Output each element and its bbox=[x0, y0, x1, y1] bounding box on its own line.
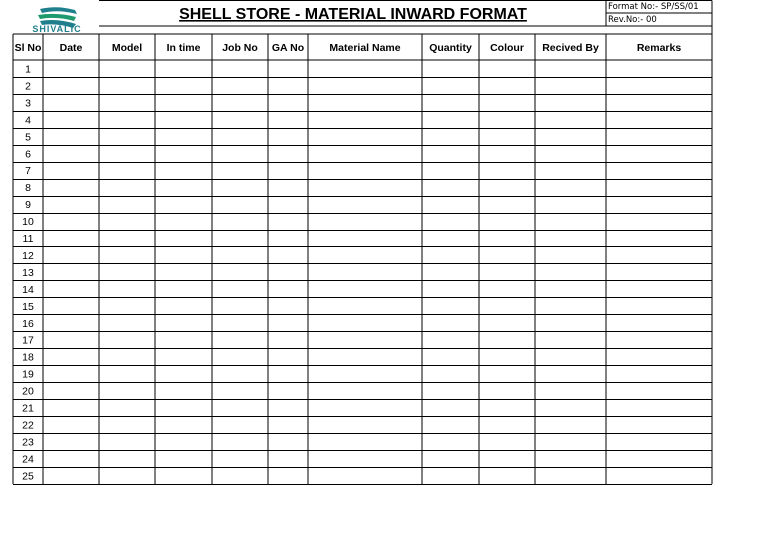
row-serial-number: 9 bbox=[25, 199, 31, 212]
row-serial-number: 23 bbox=[22, 436, 34, 449]
row-serial-number: 19 bbox=[22, 368, 34, 381]
row-serial-number: 12 bbox=[22, 249, 34, 262]
row-serial-number: 3 bbox=[25, 97, 31, 110]
row-serial-number: 22 bbox=[22, 419, 34, 432]
row-serial-number: 14 bbox=[22, 283, 34, 296]
row-serial-number: 4 bbox=[25, 114, 31, 127]
row-serial-number: 20 bbox=[22, 385, 34, 398]
row-serial-number: 6 bbox=[25, 148, 31, 161]
column-header: In time bbox=[166, 42, 201, 54]
row-serial-number: 24 bbox=[22, 453, 34, 466]
row-serial-number: 13 bbox=[22, 266, 34, 279]
table-body bbox=[22, 64, 34, 483]
row-serial-number: 5 bbox=[25, 131, 31, 144]
inward-table-grid bbox=[13, 1, 712, 485]
column-header: Sl No bbox=[14, 42, 42, 54]
document-title: SHELL STORE - MATERIAL INWARD FORMAT bbox=[179, 6, 527, 23]
row-serial-number: 18 bbox=[22, 351, 34, 364]
format-number: Format No:- SP/SS/01 bbox=[608, 2, 699, 12]
row-serial-number: 15 bbox=[22, 300, 34, 313]
column-header: Material Name bbox=[329, 42, 401, 54]
row-serial-number: 8 bbox=[25, 182, 31, 195]
column-header: Colour bbox=[490, 42, 524, 54]
row-serial-number: 25 bbox=[22, 470, 34, 483]
column-header: GA No bbox=[271, 42, 305, 54]
row-serial-number: 21 bbox=[22, 402, 34, 415]
revision-number: Rev.No:- 00 bbox=[608, 15, 657, 25]
company-logo bbox=[32, 7, 81, 34]
row-serial-number: 2 bbox=[25, 80, 31, 93]
column-header: Remarks bbox=[636, 42, 682, 54]
row-serial-number: 10 bbox=[22, 216, 34, 229]
row-serial-number: 7 bbox=[25, 165, 31, 178]
row-serial-number: 16 bbox=[22, 317, 34, 330]
row-serial-number: 17 bbox=[22, 334, 34, 347]
column-header: Date bbox=[59, 42, 83, 54]
row-serial-number: 11 bbox=[22, 233, 34, 245]
logo-company-name: SHIVALIC bbox=[32, 24, 82, 34]
column-header: Quantity bbox=[429, 42, 472, 54]
row-serial-number: 1 bbox=[25, 63, 31, 76]
table-header-row bbox=[15, 42, 682, 54]
column-header: Job No bbox=[222, 42, 258, 54]
column-header: Recived By bbox=[542, 42, 599, 54]
column-header: Model bbox=[111, 42, 143, 54]
